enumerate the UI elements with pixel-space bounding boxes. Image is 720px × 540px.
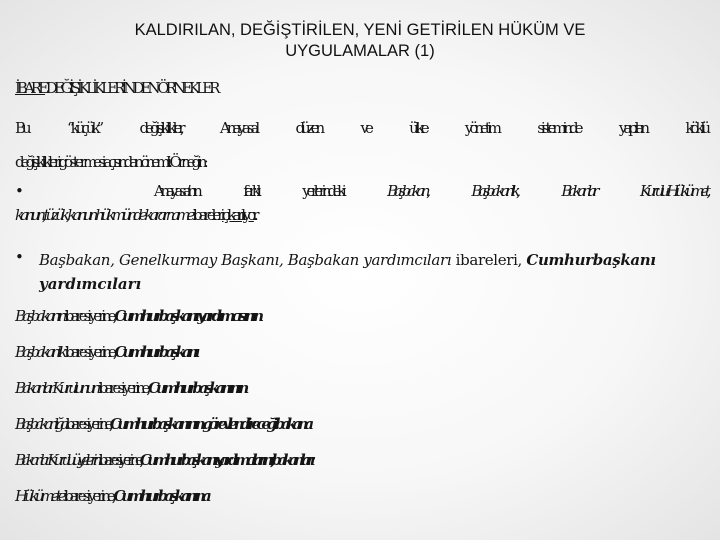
bullet-2-bold-term-2: yardımcıları [39, 275, 142, 293]
replacement-new-term: Cumhurbaşkanı yardımcısının [114, 307, 261, 325]
bullet-1-mid: ibareleri [191, 206, 223, 224]
replacement-line-3 [15, 370, 707, 406]
replacement-new-term: Cumhurbaşkanının [147, 379, 246, 397]
bullet-2-bold-term-1: Cumhurbaşkanı [526, 251, 656, 269]
replacement-old-term: Başbakanlığa [15, 415, 65, 433]
bullet-1-pre: Anayasa’nın farklı yerlerindeki [153, 182, 388, 200]
replacement-line-5 [15, 442, 707, 478]
replacement-line-4 [15, 406, 707, 442]
replacement-connector: ibaresi yerine, [98, 451, 140, 469]
slide-title [60, 20, 660, 62]
replacement-connector: ibaresi yerine, [63, 343, 115, 361]
bullet-1-line-1 [15, 179, 707, 203]
intro-line-2: değişiklikleri göstermesi açısından önemli. Örneğin: [15, 153, 205, 171]
replacement-old-term: Hükümete [15, 487, 63, 505]
bullet-item-2 [15, 248, 707, 296]
bullet-2-text [39, 248, 656, 296]
intro-line-1: Bu “küçük” değişiklikler, Anayasal düzen ve ülke yönetim sisteminde yapılan köklü [15, 119, 707, 137]
replacement-line-2 [15, 334, 707, 370]
replacement-old-term: Başbakanın [15, 307, 64, 325]
heading-underlined-word: İBARE [15, 79, 46, 97]
bullet-symbol: • [15, 248, 24, 266]
bullet-1-italic-terms-1: Başbakan, Başbakanlık, Bakanlar Kurulu-Hükümet, [387, 182, 707, 200]
replacement-new-term: Cumhurbaşkanı [114, 343, 197, 361]
replacement-old-term: Bakanlar Kurulunun [15, 379, 98, 397]
bullet-2-line-1 [39, 248, 656, 272]
replacement-connector: ibaresi yerine, [64, 415, 110, 433]
replacement-connector: ibaresi yerine, [97, 379, 148, 397]
bullet-1-line-2 [15, 203, 707, 227]
bullet-1-underlined-verb: çıkarılıyor [222, 206, 254, 224]
bullet-2-mid: ibareleri, [451, 251, 527, 269]
replacement-new-term: Cumhurbaşkanına [113, 487, 208, 505]
section-heading [15, 78, 707, 98]
replacement-connector: ibaresi yerine, [63, 307, 115, 325]
heading-rest: DEĞİŞİKLİKLERİNDEN ÖRNEKLER [45, 79, 217, 97]
bullet-item-1 [15, 179, 707, 227]
bullet-1-end: . [253, 206, 255, 224]
replacement-line-1 [15, 298, 707, 334]
replacement-line-6 [15, 478, 707, 514]
replacement-connector: ibaresi yerine, [62, 487, 114, 505]
replacement-old-term: Başbakanlık [15, 343, 64, 361]
replacement-new-term: Cumhurbaşkanının görevlendireceği bakana [109, 415, 310, 433]
bullet-1-italic-terms-2: kanun, tüzük, kanun hükmünde kararname [15, 206, 192, 224]
slide-body [15, 78, 707, 514]
replacement-new-term: Cumhurbaşkanı yardımcılarını, bakanları [139, 451, 311, 469]
bullet-2-italic-terms: Başbakan, Genelkurmay Başkanı, Başbakan yardımcıları [39, 251, 452, 269]
bullet-2-line-2 [39, 272, 656, 296]
title-line-1: KALDIRILAN, DEĞİŞTİRİLEN, YENİ GETİRİLEN HÜKÜM VE [134, 21, 586, 39]
title-line-2: UYGULAMALAR (1) [285, 42, 435, 60]
replacement-old-term: Bakanlar Kurulu üyelerini [15, 451, 99, 469]
bullet-symbol: • [15, 182, 20, 200]
